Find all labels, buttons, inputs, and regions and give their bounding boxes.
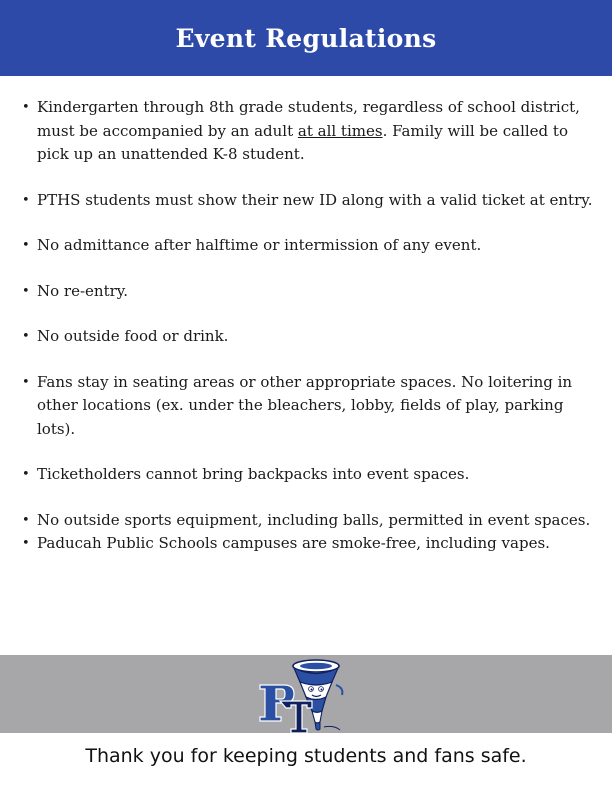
pt-tornado-logo-icon (254, 655, 358, 733)
bullet-icon: • (22, 374, 30, 390)
rule-text: Fans stay in seating areas or other appropriate spaces. No loitering in other locations (ex. under the bleachers, lobby, fields of play, parking lots). (37, 372, 573, 438)
rule-emphasis: at all times (297, 121, 383, 140)
list-item (22, 280, 600, 304)
bullet-icon: • (22, 512, 30, 528)
header-banner (0, 0, 612, 76)
rule-text: No outside food or drink. (37, 327, 229, 345)
bullet-icon: • (22, 100, 30, 115)
rule-text: Kindergarten through 8th grade students, regardless of school district, must be accompanied by an adult (37, 98, 580, 140)
list-item (22, 234, 600, 258)
rule-text: No outside sports equipment, including balls, permitted in event spaces. (37, 510, 591, 529)
list-item (22, 532, 600, 556)
rule-text: Paducah Public Schools campuses are smoke-free, including vapes. (37, 534, 550, 552)
list-item (22, 96, 600, 167)
bullet-icon: • (22, 329, 30, 344)
list-item (22, 325, 600, 349)
bullet-icon: • (22, 192, 30, 208)
list-item (22, 463, 600, 487)
rule-text: . Family will be called to pick up an unattended K-8 student. (37, 121, 568, 163)
bullet-icon: • (22, 238, 30, 253)
bullet-icon: • (22, 283, 30, 299)
rule-text: No re-entry. (37, 281, 129, 300)
list-item (22, 189, 600, 213)
rule-text: Ticketholders cannot bring backpacks into event spaces. (37, 465, 470, 483)
rule-text: No admittance after halftime or intermission of any event. (37, 236, 482, 254)
bullet-icon: • (22, 467, 30, 482)
rule-text: PTHS students must show their new ID along with a valid ticket at entry. (37, 190, 593, 209)
page-title: Event Regulations (175, 23, 437, 53)
regulations-list (22, 96, 600, 556)
list-item (22, 371, 600, 442)
bullet-icon: • (22, 536, 30, 551)
footer-message: Thank you for keeping students and fans safe. (85, 745, 527, 767)
list-item (22, 509, 600, 533)
